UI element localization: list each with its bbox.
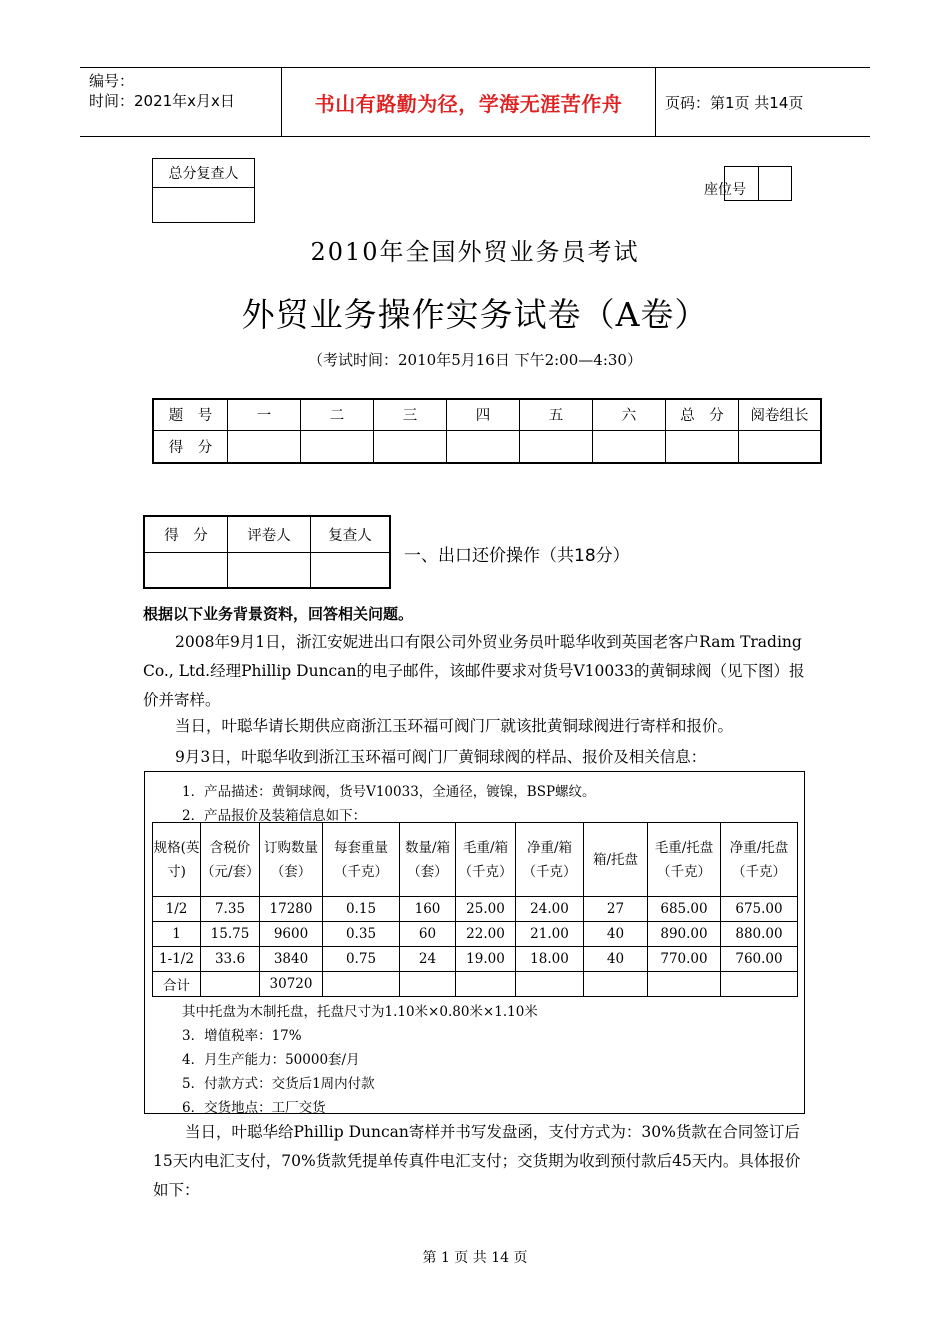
- pallet-note: 其中托盘为木制托盘，托盘尺寸为1.10米×0.80米×1.10米: [182, 1004, 538, 1020]
- table-cell: 21.00: [516, 922, 584, 947]
- table-cell: 27: [584, 897, 648, 922]
- table-cell: 22.00: [456, 922, 516, 947]
- product-header-cell: 净重/托盘（千克）: [721, 823, 798, 897]
- table-cell: [721, 972, 798, 997]
- table-cell: 160: [400, 897, 456, 922]
- table-row: [153, 922, 798, 947]
- product-header-cell: 净重/箱（千克）: [516, 823, 584, 897]
- grader-field[interactable]: [311, 552, 391, 588]
- product-header-cell: 规格(英寸): [153, 823, 201, 897]
- score-header-cell: 三: [374, 399, 447, 430]
- number-label: 编号：: [89, 72, 135, 90]
- paragraph-4: 当日，叶聪华给Phillip Duncan寄样并书写发盘函，支付方式为：30%货款在合同签订后15天内电汇支付，70%货款凭提单传真件电汇支付；交货期为收到预付款后45天内。具体报价如下：: [153, 1123, 801, 1199]
- exam-title: 2010年全国外贸业务员考试: [310, 238, 640, 266]
- product-header-cell: 毛重/箱（千克）: [456, 823, 516, 897]
- lead-text: 根据以下业务背景资料，回答相关问题。: [143, 605, 414, 623]
- table-cell: [201, 972, 260, 997]
- total-reviewer-box: [152, 158, 255, 223]
- info-line-1: 1．产品描述：黄铜球阀，货号V10033，全通径，镀镍，BSP螺纹。: [182, 784, 596, 800]
- table-cell: 685.00: [648, 897, 721, 922]
- score-field[interactable]: [228, 430, 301, 463]
- info-line-3: 3．增值税率：17%: [182, 1028, 302, 1044]
- table-cell: [648, 972, 721, 997]
- table-cell: 675.00: [721, 897, 798, 922]
- score-table: [152, 398, 822, 464]
- grader-field[interactable]: [144, 552, 228, 588]
- table-cell: 7.35: [201, 897, 260, 922]
- score-header-cell: 六: [593, 399, 666, 430]
- table-cell: 3840: [260, 947, 323, 972]
- table-cell: 1: [153, 922, 201, 947]
- paragraph-3: 9月3日，叶聪华收到浙江玉环福可阀门厂黄铜球阀的样品、报价及相关信息：: [175, 748, 707, 766]
- table-cell: [400, 972, 456, 997]
- score-field[interactable]: [447, 430, 520, 463]
- table-cell: 9600: [260, 922, 323, 947]
- section1-title: 一、出口还价操作（共18分）: [404, 546, 630, 566]
- product-header-cell: 毛重/托盘（千克）: [648, 823, 721, 897]
- info-line-4: 4．月生产能力：50000套/月: [182, 1052, 360, 1068]
- header-meta: [80, 68, 280, 136]
- header-motto-cell: [281, 68, 656, 136]
- table-cell: [584, 972, 648, 997]
- table-cell: 40: [584, 922, 648, 947]
- paragraph-2: 当日，叶聪华请长期供应商浙江玉环福可阀门厂就该批黄铜球阀进行寄样和报价。: [175, 717, 734, 735]
- product-header-cell: 订购数量（套）: [260, 823, 323, 897]
- table-cell: 15.75: [201, 922, 260, 947]
- table-cell: [516, 972, 584, 997]
- motto: 书山有路勤为径，学海无涯苦作舟: [314, 91, 623, 116]
- table-cell: 770.00: [648, 947, 721, 972]
- score-header-cell: 一: [228, 399, 301, 430]
- paragraph-1: 2008年9月1日，浙江安妮进出口有限公司外贸业务员叶聪华收到英国老客户Ram Trading Co., Ltd.经理Phillip Duncan的电子邮件，该邮件要求对货号V10033的黄铜球阀（见下图）报价并寄样。: [143, 633, 805, 709]
- score-header-cell: 阅卷组长: [739, 399, 822, 430]
- score-header-cell: 总 分: [666, 399, 739, 430]
- table-cell: 24: [400, 947, 456, 972]
- table-cell: 890.00: [648, 922, 721, 947]
- score-field[interactable]: [520, 430, 593, 463]
- info-box: [144, 771, 805, 1114]
- seat-number-box[interactable]: [724, 166, 792, 201]
- seat-label: 座位号: [704, 182, 746, 198]
- table-cell: 25.00: [456, 897, 516, 922]
- time-label: 时间：2021年x月x日: [89, 92, 235, 110]
- table-cell: 0.75: [323, 947, 400, 972]
- info-line-2: 2．产品报价及装箱信息如下：: [182, 808, 367, 824]
- grader-header-cell: 得 分: [144, 516, 228, 552]
- table-cell: 1/2: [153, 897, 201, 922]
- table-row: [153, 897, 798, 922]
- info-line-5: 5．付款方式：交货后1周内付款: [182, 1076, 375, 1092]
- table-cell: 33.6: [201, 947, 260, 972]
- header-page-cell: [655, 68, 870, 136]
- info-line-6: 6．交货地点：工厂交货: [182, 1100, 326, 1116]
- table-row: [153, 947, 798, 972]
- product-header-cell: 数量/箱（套）: [400, 823, 456, 897]
- table-cell: 0.35: [323, 922, 400, 947]
- score-field[interactable]: [301, 430, 374, 463]
- score-header-cell: 四: [447, 399, 520, 430]
- score-field[interactable]: [593, 430, 666, 463]
- grader-header-cell: 复查人: [311, 516, 391, 552]
- seat-box-divider: [758, 167, 759, 200]
- score-row-label: 得 分: [153, 430, 228, 463]
- table-cell: 880.00: [721, 922, 798, 947]
- table-cell: [456, 972, 516, 997]
- table-cell: 60: [400, 922, 456, 947]
- product-header-cell: 每套重量（千克）: [323, 823, 400, 897]
- table-cell: 18.00: [516, 947, 584, 972]
- score-header-cell: 题 号: [153, 399, 228, 430]
- total-reviewer-field[interactable]: [153, 188, 255, 223]
- page-header: [80, 67, 870, 137]
- score-field[interactable]: [739, 430, 822, 463]
- total-qty: 30720: [260, 972, 323, 997]
- exam-time: （考试时间：2010年5月16日 下午2:00—4:30）: [308, 351, 642, 369]
- table-cell: 24.00: [516, 897, 584, 922]
- product-header-cell: 含税价（元/套）: [201, 823, 260, 897]
- total-label: 合计: [153, 972, 201, 997]
- paper-title: 外贸业务操作实务试卷（A卷）: [241, 295, 709, 334]
- total-reviewer-label: 总分复查人: [153, 159, 255, 188]
- table-cell: 17280: [260, 897, 323, 922]
- table-cell: 1-1/2: [153, 947, 201, 972]
- grader-table: [143, 515, 391, 589]
- product-header-cell: 箱/托盘: [584, 823, 648, 897]
- table-total-row: [153, 972, 798, 997]
- score-header-cell: 二: [301, 399, 374, 430]
- table-cell: [323, 972, 400, 997]
- grader-field[interactable]: [228, 552, 311, 588]
- table-cell: 0.15: [323, 897, 400, 922]
- product-table: [152, 822, 798, 997]
- table-cell: 760.00: [721, 947, 798, 972]
- page-code: 页码：第1页 共14页: [665, 93, 804, 112]
- grader-header-cell: 评卷人: [228, 516, 311, 552]
- table-cell: 40: [584, 947, 648, 972]
- score-field[interactable]: [374, 430, 447, 463]
- page-footer: 第 1 页 共 14 页: [422, 1250, 528, 1266]
- score-field[interactable]: [666, 430, 739, 463]
- score-header-cell: 五: [520, 399, 593, 430]
- table-cell: 19.00: [456, 947, 516, 972]
